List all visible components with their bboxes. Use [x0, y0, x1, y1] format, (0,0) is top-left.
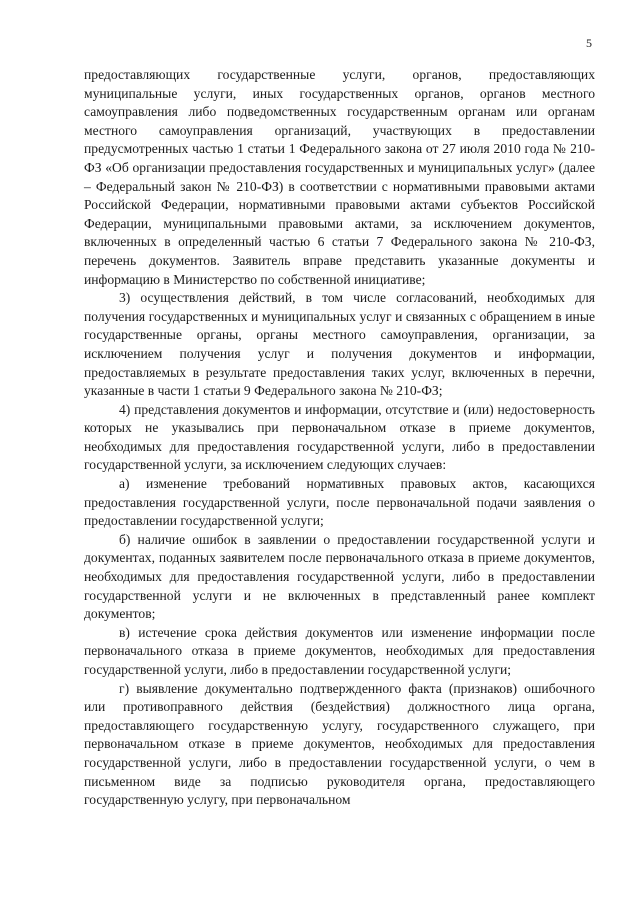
page-number: 5 — [586, 36, 592, 50]
paragraph-item-3: 3) осуществления действий, в том числе согласований, необходимых для получения государственных и муниципальных услуг и связанных с обращением в иные государственные органы, органы местного самоуправления, организации, за исключением получения услуг и получения документов и информации, предоставляемых в результате предоставления таких услуг, включенных в перечни, указанные в части 1 статьи 9 Федерального закона № 210-ФЗ; — [84, 290, 595, 399]
paragraph-subitem-a: а) изменение требований нормативных правовых актов, касающихся предоставления государственной услуги, после первоначальной подачи заявления о предоставлении государственной услуги; — [84, 476, 595, 529]
paragraph-continuation: предоставляющих государственные услуги, органов, предоставляющих муниципальные услуги, иных государственных органов, органов местного самоуправления либо подведомственных государственным органам или органам местного самоуправления организаций, участвующих в предоставлении предусмотренных частью 1 статьи 1 Федерального закона от 27 июля 2010 года № 210-ФЗ «Об организации предоставления государственных и муниципальных услуг» (далее – Федеральный закон № 210-ФЗ) в соответствии с нормативными правовыми актами Российской Федерации, нормативными правовыми актами субъектов Российской Федерации, муниципальными правовыми актами, за исключением документов, включенных в определенный частью 6 статьи 7 Федерального закона № 210-ФЗ, перечень документов. Заявитель вправе представить указанные документы и информацию в Министерство по собственной инициативе; — [84, 67, 595, 287]
paragraph-item-4: 4) представления документов и информации, отсутствие и (или) недостоверность которых не указывались при первоначальном отказе в приеме документов, необходимых для предоставления государственной услуги, либо в предоставлении государственной услуги, за исключением следующих случаев: — [84, 401, 595, 473]
document-body — [84, 66, 595, 810]
paragraph-subitem-v: в) истечение срока действия документов или изменение информации после первоначального отказа в приеме документов, необходимых для предоставления государственной услуги, либо в предоставлении государственной услуги; — [84, 624, 595, 677]
paragraph-subitem-g: г) выявление документально подтвержденного факта (признаков) ошибочного или противоправного действия (бездействия) должностного лица органа, предоставляющего государственную услугу, государственного служащего, при первоначальном отказе в приеме документов, необходимых для предоставления государственной услуги, либо в предоставлении государственной услуги, о чем в письменном виде за подписью руководителя органа, предоставляющего государственную услугу, при первоначальном — [84, 680, 595, 808]
paragraph-subitem-b: б) наличие ошибок в заявлении о предоставлении государственной услуги и документах, поданных заявителем после первоначального отказа в приеме документов, необходимых для предоставления государственной услуги, либо в предоставлении государственной услуги и не включенных в представленный ранее комплект документов; — [84, 531, 595, 622]
